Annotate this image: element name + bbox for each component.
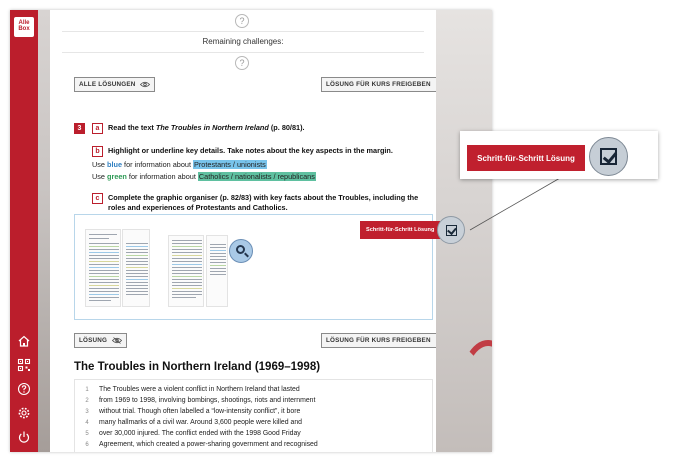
subtask-letter-a: a (92, 123, 103, 134)
line-text: from 1969 to 1998, involving bombings, shootings, riots and internment (99, 397, 316, 404)
challenge-question-icon[interactable]: ? (235, 14, 249, 28)
subtask-letter-c: c (92, 193, 103, 204)
green-color-word: green (107, 172, 127, 181)
reading-text-box (74, 379, 433, 452)
subtask-b-text: Highlight or underline key details. Take notes about the key aspects in the margin. (108, 146, 393, 155)
text-line (75, 395, 315, 406)
eye-icon (140, 81, 150, 88)
line-number: 2 (85, 398, 89, 404)
all-solutions-button[interactable] (74, 77, 155, 92)
remaining-challenges-label: Remaining challenges: (202, 37, 284, 46)
line-number: 1 (85, 387, 89, 393)
line-text: over 30,000 injured. The conflict ended with the 1998 Good Friday (99, 430, 301, 437)
background-swoosh (458, 340, 492, 450)
release-solution-button-bottom[interactable] (321, 333, 436, 348)
text-line (75, 439, 318, 450)
instruction-mid: for information about (126, 172, 198, 181)
home-icon[interactable] (17, 334, 31, 348)
app-logo[interactable]: Alle Box (14, 17, 34, 37)
subtask-a-text (108, 123, 305, 133)
blue-color-word: blue (107, 160, 123, 169)
line-number: 3 (85, 409, 89, 415)
eye-hidden-icon (112, 337, 122, 344)
zoom-magnifier-icon[interactable] (229, 239, 253, 263)
qr-code-icon[interactable] (17, 358, 31, 372)
challenge-question-icon[interactable]: ? (235, 56, 249, 70)
subtask-a-suffix: (p. 80/81). (268, 123, 305, 132)
green-instruction (92, 172, 316, 182)
divider (62, 31, 424, 32)
release-solution-button[interactable] (321, 77, 436, 92)
checkbox-checked-icon (600, 148, 617, 165)
power-logout-icon[interactable] (17, 430, 31, 444)
blue-highlight: Protestants / unionists (194, 160, 266, 169)
text-line (75, 417, 302, 428)
task-number: 3 (74, 123, 85, 134)
use-prefix: Use (92, 160, 108, 169)
use-prefix: Use (92, 172, 108, 181)
subtask-letter-b: b (92, 146, 103, 157)
step-by-step-check-toggle-zoomed[interactable] (589, 137, 628, 176)
subtask-c-text: Complete the graphic organiser (p. 82/83) with key facts about the Troubles, including the roles and experiences of Protestants and Catholics. (108, 193, 419, 212)
text-line (75, 428, 301, 439)
preview-page-1 (85, 229, 121, 307)
subtask-a-prefix: Read the text (108, 123, 156, 132)
green-highlight: Catholics / nationalists / republicans (198, 172, 315, 181)
release-solution-label: LÖSUNG FÜR KURS FREIGEBEN (326, 337, 431, 344)
solution-toggle-button[interactable] (74, 333, 127, 348)
line-text: Agreement, which created a power-sharing government and recognised (99, 441, 318, 448)
blue-instruction (92, 160, 267, 170)
solution-label: LÖSUNG (79, 337, 108, 344)
step-by-step-solution-button-zoomed[interactable]: Schritt-für-Schritt Lösung (467, 145, 585, 171)
checkbox-checked-icon (446, 225, 457, 236)
settings-gear-icon[interactable] (17, 406, 31, 420)
step-by-step-check-toggle[interactable] (437, 216, 465, 244)
preview-page-2 (122, 229, 150, 307)
preview-page-3 (168, 235, 204, 307)
line-number: 4 (85, 420, 89, 426)
line-text: many hallmarks of a civil war. Around 3,600 people were killed and (99, 419, 303, 426)
line-text: The Troubles were a violent conflict in Northern Ireland that lasted (99, 386, 300, 393)
line-number: 6 (85, 442, 89, 448)
instruction-mid: for information about (122, 160, 193, 169)
zoomed-callout (460, 131, 658, 179)
divider (62, 52, 424, 53)
text-line (75, 384, 300, 395)
line-number: 5 (85, 431, 89, 437)
step-by-step-solution-button[interactable]: Schritt-für-Schritt Lösung (360, 221, 440, 239)
sidebar (10, 10, 38, 452)
all-solutions-label: ALLE LÖSUNGEN (79, 81, 136, 88)
preview-page-4 (206, 235, 228, 307)
help-icon[interactable] (17, 382, 31, 396)
subtask-a-title: The Troubles in Northern Ireland (155, 123, 269, 132)
text-line (75, 406, 300, 417)
section-title: The Troubles in Northern Ireland (1969–1998) (74, 361, 321, 373)
release-solution-label: LÖSUNG FÜR KURS FREIGEBEN (326, 81, 431, 88)
line-text: without trial. Though often labelled a “low-intensity conflict”, it bore (99, 408, 301, 415)
